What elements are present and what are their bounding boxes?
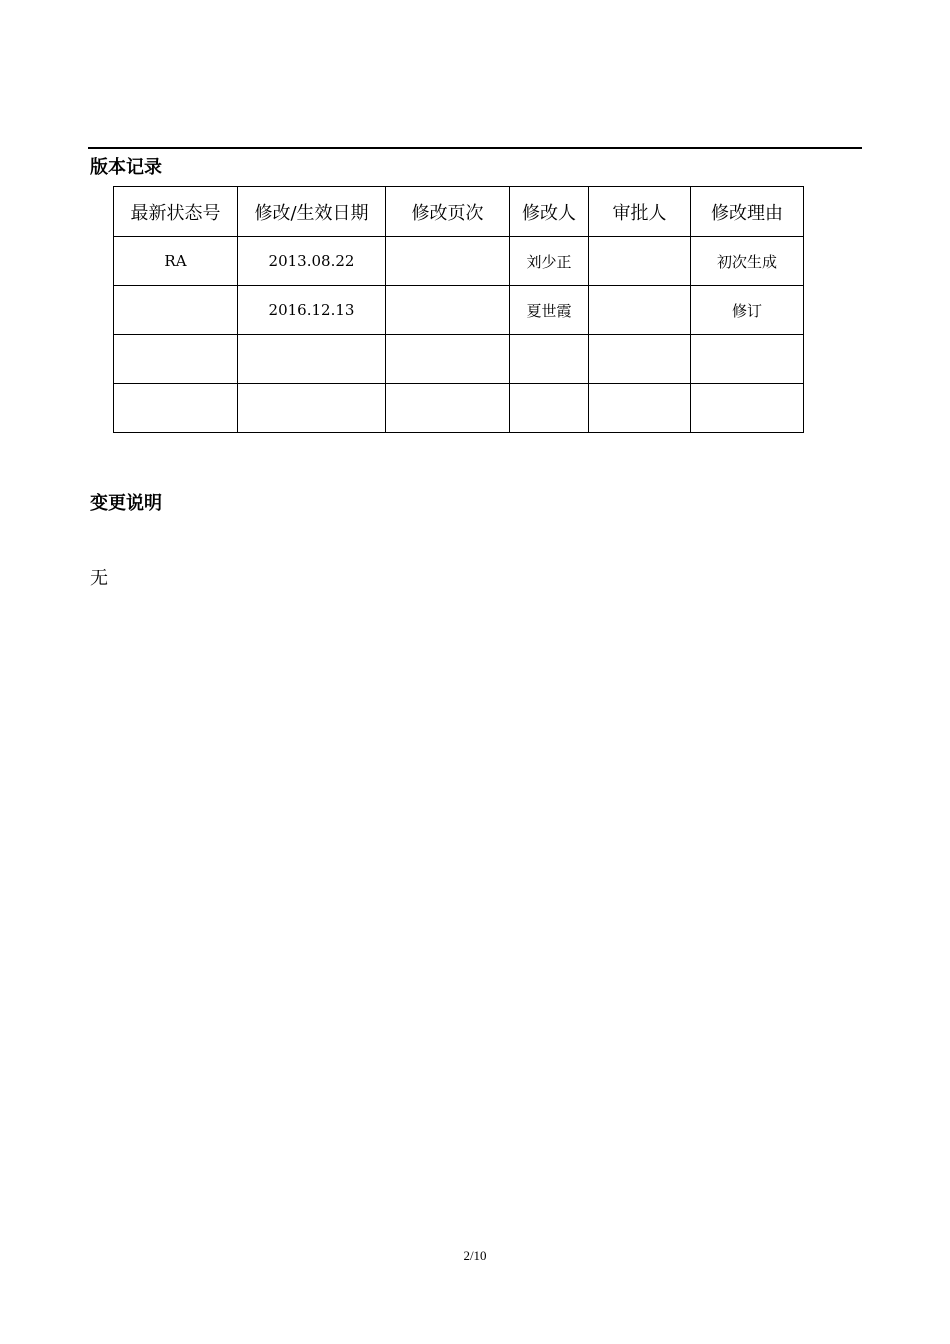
table-cell: 2016.12.13 [238, 286, 386, 335]
table-row [114, 286, 804, 335]
table-cell [238, 335, 386, 384]
table-cell: 初次生成 [691, 237, 804, 286]
table-cell [114, 335, 238, 384]
table-cell [691, 384, 804, 433]
table-cell [114, 384, 238, 433]
table-cell [589, 237, 691, 286]
column-header-status-no: 最新状态号 [114, 187, 238, 237]
table-cell [589, 286, 691, 335]
column-header-approver: 审批人 [589, 187, 691, 237]
table-cell [386, 237, 510, 286]
table-cell [386, 286, 510, 335]
table-cell: 刘少正 [510, 237, 589, 286]
column-header-pages: 修改页次 [386, 187, 510, 237]
top-rule [88, 147, 862, 149]
table-cell [691, 335, 804, 384]
table-cell [238, 384, 386, 433]
table-cell [510, 335, 589, 384]
table-header-row [114, 187, 804, 237]
table-cell [589, 384, 691, 433]
table-cell [589, 335, 691, 384]
table-cell: 2013.08.22 [238, 237, 386, 286]
table-cell [386, 335, 510, 384]
version-record-table [113, 186, 804, 433]
table-cell: 修订 [691, 286, 804, 335]
table-row [114, 384, 804, 433]
table-cell [386, 384, 510, 433]
table-cell: 夏世霞 [510, 286, 589, 335]
table-cell: RA [114, 237, 238, 286]
column-header-reason: 修改理由 [691, 187, 804, 237]
table-row [114, 237, 804, 286]
change-notes-heading: 变更说明 [90, 493, 162, 514]
version-record-heading: 版本记录 [90, 157, 162, 178]
table-row [114, 335, 804, 384]
table-cell [114, 286, 238, 335]
page-number: 2/10 [463, 1248, 487, 1263]
column-header-effective-date: 修改/生效日期 [238, 187, 386, 237]
change-notes-body: 无 [90, 568, 108, 589]
table-cell [510, 384, 589, 433]
column-header-modifier: 修改人 [510, 187, 589, 237]
